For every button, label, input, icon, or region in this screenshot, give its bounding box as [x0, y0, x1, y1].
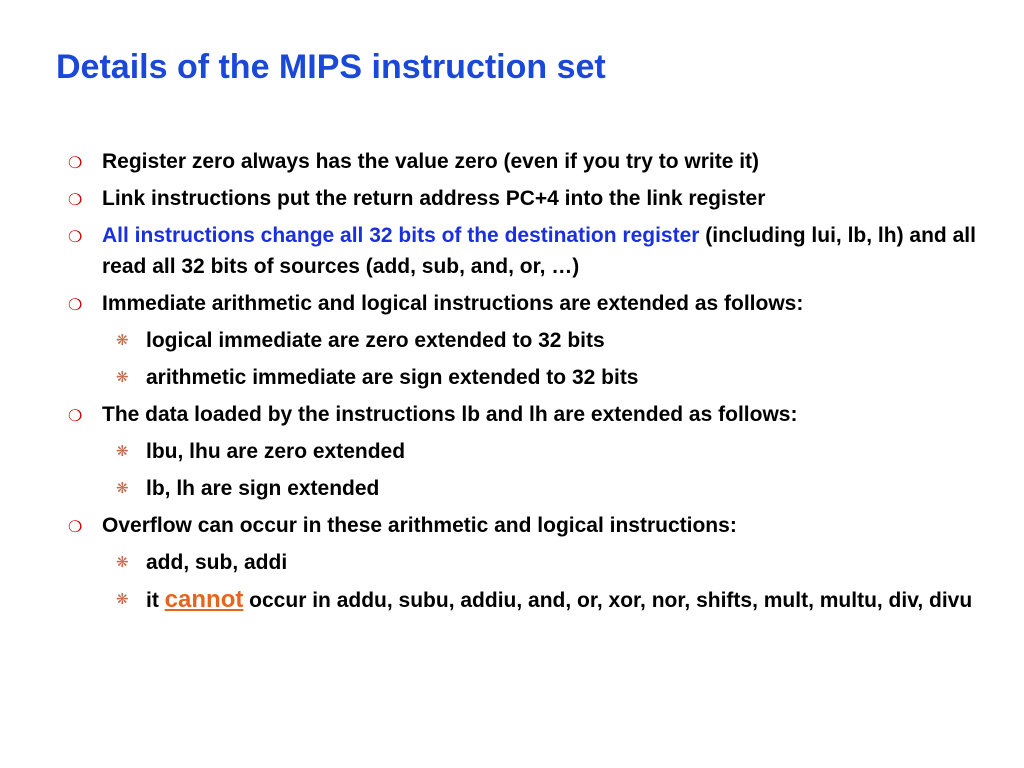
bullet-text: The data loaded by the instructions lb and lh are extended as follows: — [102, 403, 798, 426]
bullet-item — [56, 220, 986, 282]
sub-bullet-text: occur in addu, subu, addiu, and, or, xor, nor, shifts, mult, multu, div, divu — [243, 589, 973, 612]
hollow-circle-bullet-icon: ❍ — [68, 408, 83, 425]
sub-bullet-text: lbu, lhu are zero extended — [146, 440, 406, 463]
sub-bullet-text: it — [146, 589, 165, 612]
hollow-circle-bullet-icon: ❍ — [68, 519, 83, 536]
hollow-circle-bullet-icon: ❍ — [68, 192, 83, 209]
asterisk-bullet-icon: ❋ — [116, 480, 129, 497]
sub-bullet-item — [56, 325, 986, 356]
asterisk-bullet-icon: ❋ — [116, 591, 129, 608]
bullet-item — [56, 399, 986, 430]
bullet-item — [56, 146, 986, 177]
bullet-text: Overflow can occur in these arithmetic and logical instructions: — [102, 514, 737, 537]
slide-title: Details of the MIPS instruction set — [56, 48, 606, 86]
hollow-circle-bullet-icon: ❍ — [68, 155, 83, 172]
bullet-text: Link instructions put the return address PC+4 into the link register — [102, 187, 766, 210]
asterisk-bullet-icon: ❋ — [116, 443, 129, 460]
emphasized-word: cannot — [164, 586, 244, 613]
sub-bullet-text: logical immediate are zero extended to 32 bits — [146, 329, 605, 352]
asterisk-bullet-icon: ❋ — [116, 369, 129, 386]
sub-bullet-item — [56, 547, 986, 578]
bullet-list — [56, 146, 986, 622]
asterisk-bullet-icon: ❋ — [116, 332, 129, 349]
bullet-text: Immediate arithmetic and logical instructions are extended as follows: — [102, 292, 804, 315]
asterisk-bullet-icon: ❋ — [116, 554, 129, 571]
hollow-circle-bullet-icon: ❍ — [68, 297, 83, 314]
bullet-item — [56, 510, 986, 541]
sub-bullet-item — [56, 584, 986, 616]
sub-bullet-text: lb, lh are sign extended — [146, 477, 380, 500]
bullet-text: (including lui, lb, lh) and all read all 32 bits of sources (add, sub, and, or, …) — [102, 224, 976, 278]
highlighted-text: All instructions change all 32 bits of the destination register — [102, 224, 700, 247]
hollow-circle-bullet-icon: ❍ — [68, 229, 83, 246]
sub-bullet-text: add, sub, addi — [146, 551, 288, 574]
sub-bullet-text: arithmetic immediate are sign extended to 32 bits — [146, 366, 639, 389]
bullet-text: Register zero always has the value zero (even if you try to write it) — [102, 150, 760, 173]
sub-bullet-item — [56, 362, 986, 393]
bullet-item — [56, 288, 986, 319]
sub-bullet-item — [56, 436, 986, 467]
sub-bullet-item — [56, 473, 986, 504]
bullet-item — [56, 183, 986, 214]
